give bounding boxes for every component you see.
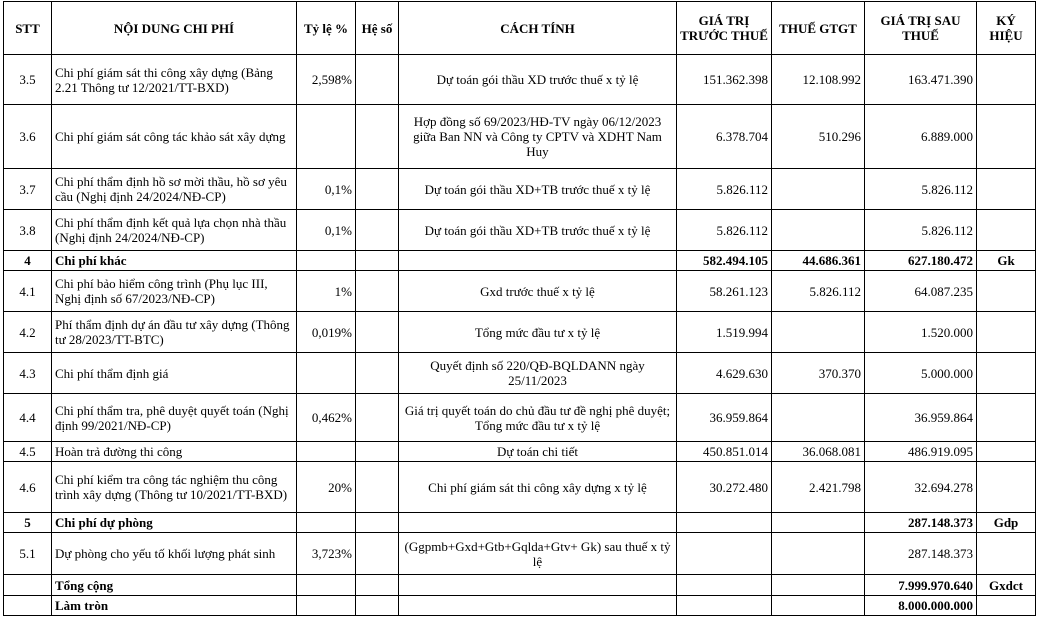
cell-stt: 3.6 [4,105,52,169]
cell-post-tax: 627.180.472 [865,251,977,271]
cell-stt: 4.4 [4,394,52,442]
cell-method [399,513,677,533]
cell-symbol [977,169,1036,210]
table-row [4,271,1036,312]
cell-vat: 5.826.112 [772,271,865,312]
cell-method: Chi phí giám sát thi công xây dựng x tỷ lệ [399,462,677,513]
cell-vat [772,533,865,575]
header-post-tax: GIÁ TRỊ SAU THUẾ [865,2,977,55]
cell-symbol [977,462,1036,513]
cell-post-tax: 5.000.000 [865,353,977,394]
cell-post-tax: 32.694.278 [865,462,977,513]
cell-method [399,596,677,616]
cell-rate: 2,598% [297,55,356,105]
table-row [4,312,1036,353]
cell-stt [4,575,52,596]
cell-method [399,575,677,596]
header-coef: Hệ số [356,2,399,55]
cell-coef [356,251,399,271]
cell-content: Chi phí khác [52,251,297,271]
header-vat: THUẾ GTGT [772,2,865,55]
table-row [4,462,1036,513]
cell-coef [356,55,399,105]
cell-content: Chi phí thẩm định hồ sơ mời thầu, hồ sơ yêu cầu (Nghị định 24/2024/NĐ-CP) [52,169,297,210]
cell-symbol: Gxdct [977,575,1036,596]
cell-pre-tax: 30.272.480 [677,462,772,513]
cell-coef [356,353,399,394]
cell-pre-tax: 36.959.864 [677,394,772,442]
cell-pre-tax: 5.826.112 [677,169,772,210]
cell-content: Chi phí thẩm định kết quả lựa chọn nhà thầu (Nghị định 24/2024/NĐ-CP) [52,210,297,251]
cell-vat [772,513,865,533]
cell-content: Chi phí kiểm tra công tác nghiệm thu công trình xây dựng (Thông tư 10/2021/TT-BXD) [52,462,297,513]
cell-vat [772,169,865,210]
cell-stt: 4.3 [4,353,52,394]
cell-stt: 4.2 [4,312,52,353]
cell-content: Chi phí bảo hiểm công trình (Phụ lục III, Nghị định số 67/2023/NĐ-CP) [52,271,297,312]
cell-rate: 1% [297,271,356,312]
table-body [4,55,1036,616]
header-symbol: KÝ HIỆU [977,2,1036,55]
cell-vat [772,312,865,353]
table-row [4,210,1036,251]
cell-content: Hoàn trả đường thi công [52,442,297,462]
cell-vat [772,575,865,596]
cell-method: Dự toán gói thầu XD trước thuế x tỷ lệ [399,55,677,105]
cell-symbol [977,210,1036,251]
cell-rate: 0,1% [297,169,356,210]
cell-stt: 3.8 [4,210,52,251]
cell-vat [772,210,865,251]
cell-rate [297,442,356,462]
table-row [4,596,1036,616]
table-row [4,513,1036,533]
cell-rate: 20% [297,462,356,513]
cell-symbol [977,55,1036,105]
cell-pre-tax: 5.826.112 [677,210,772,251]
header-rate: Tỷ lệ % [297,2,356,55]
cell-post-tax: 163.471.390 [865,55,977,105]
cell-stt: 4 [4,251,52,271]
cell-vat: 370.370 [772,353,865,394]
cell-rate: 0,019% [297,312,356,353]
cell-stt: 3.7 [4,169,52,210]
cell-coef [356,575,399,596]
cell-coef [356,533,399,575]
cell-method: Dự toán gói thầu XD+TB trước thuế x tỷ lệ [399,210,677,251]
header-stt: STT [4,2,52,55]
cell-coef [356,312,399,353]
cell-vat: 12.108.992 [772,55,865,105]
cell-vat: 510.296 [772,105,865,169]
cell-symbol [977,394,1036,442]
cell-coef [356,596,399,616]
cell-content: Làm tròn [52,596,297,616]
cell-post-tax: 64.087.235 [865,271,977,312]
cell-pre-tax [677,533,772,575]
cell-pre-tax: 582.494.105 [677,251,772,271]
cell-stt [4,596,52,616]
table-row [4,575,1036,596]
cell-rate: 0,462% [297,394,356,442]
cell-post-tax: 287.148.373 [865,513,977,533]
cell-pre-tax: 4.629.630 [677,353,772,394]
cell-stt: 3.5 [4,55,52,105]
cell-rate: 3,723% [297,533,356,575]
cell-post-tax: 5.826.112 [865,169,977,210]
header-row [4,2,1036,55]
cell-vat: 44.686.361 [772,251,865,271]
cell-vat [772,394,865,442]
cell-symbol: Gdp [977,513,1036,533]
cell-stt: 5.1 [4,533,52,575]
table-row [4,169,1036,210]
cell-vat [772,596,865,616]
cell-pre-tax: 450.851.014 [677,442,772,462]
cost-table [3,1,1036,616]
cell-stt: 5 [4,513,52,533]
cell-coef [356,271,399,312]
cell-coef [356,394,399,442]
cell-symbol [977,271,1036,312]
table-row [4,353,1036,394]
header-content: NỘI DUNG CHI PHÍ [52,2,297,55]
cell-post-tax: 1.520.000 [865,312,977,353]
cell-symbol [977,442,1036,462]
cell-content: Chi phí thẩm tra, phê duyệt quyết toán (Nghị định 99/2021/NĐ-CP) [52,394,297,442]
cell-vat: 2.421.798 [772,462,865,513]
cell-content: Chi phí giám sát công tác khảo sát xây dựng [52,105,297,169]
cell-rate [297,353,356,394]
cell-coef [356,462,399,513]
header-pre-tax: GIÁ TRỊ TRƯỚC THUẾ [677,2,772,55]
table-row [4,105,1036,169]
cell-pre-tax [677,513,772,533]
cell-method [399,251,677,271]
table-row [4,394,1036,442]
cell-rate [297,105,356,169]
table-row [4,55,1036,105]
table-row [4,442,1036,462]
cell-coef [356,210,399,251]
cell-stt: 4.1 [4,271,52,312]
cell-coef [356,513,399,533]
cell-pre-tax [677,596,772,616]
cell-content: Chi phí dự phòng [52,513,297,533]
cell-coef [356,169,399,210]
cell-vat: 36.068.081 [772,442,865,462]
cell-content: Chi phí thẩm định giá [52,353,297,394]
cell-rate [297,575,356,596]
cell-method: Tổng mức đầu tư x tỷ lệ [399,312,677,353]
cell-coef [356,105,399,169]
cell-coef [356,442,399,462]
cell-stt: 4.6 [4,462,52,513]
cell-rate: 0,1% [297,210,356,251]
cell-symbol [977,105,1036,169]
cell-content: Phí thẩm định dự án đầu tư xây dựng (Thông tư 28/2023/TT-BTC) [52,312,297,353]
cell-rate [297,596,356,616]
cell-method: Hợp đồng số 69/2023/HĐ-TV ngày 06/12/2023 giữa Ban NN và Công ty CPTV và XDHT Nam Huy [399,105,677,169]
cell-post-tax: 486.919.095 [865,442,977,462]
cell-content: Chi phí giám sát thi công xây dựng (Bảng 2.21 Thông tư 12/2021/TT-BXD) [52,55,297,105]
cell-pre-tax: 58.261.123 [677,271,772,312]
cell-post-tax: 5.826.112 [865,210,977,251]
cell-pre-tax: 1.519.994 [677,312,772,353]
cell-pre-tax [677,575,772,596]
cell-post-tax: 36.959.864 [865,394,977,442]
cell-content: Tổng cộng [52,575,297,596]
cell-method: Dự toán gói thầu XD+TB trước thuế x tỷ lệ [399,169,677,210]
cell-pre-tax: 6.378.704 [677,105,772,169]
cell-method: (Ggpmb+Gxd+Gtb+Gqlda+Gtv+ Gk) sau thuế x tỷ lệ [399,533,677,575]
table-row [4,251,1036,271]
cell-symbol [977,312,1036,353]
cell-symbol [977,353,1036,394]
cell-content: Dự phòng cho yếu tố khối lượng phát sinh [52,533,297,575]
cell-symbol: Gk [977,251,1036,271]
cell-method: Quyết định số 220/QĐ-BQLDANN ngày 25/11/2023 [399,353,677,394]
cell-method: Dự toán chi tiết [399,442,677,462]
header-method: CÁCH TÍNH [399,2,677,55]
cell-method: Gxd trước thuế x tỷ lệ [399,271,677,312]
cell-post-tax: 6.889.000 [865,105,977,169]
cell-rate [297,251,356,271]
cell-symbol [977,533,1036,575]
cell-symbol [977,596,1036,616]
cell-post-tax: 8.000.000.000 [865,596,977,616]
cell-post-tax: 7.999.970.640 [865,575,977,596]
cell-pre-tax: 151.362.398 [677,55,772,105]
table-row [4,533,1036,575]
cell-stt: 4.5 [4,442,52,462]
cell-method: Giá trị quyết toán do chủ đầu tư đề nghị phê duyệt; Tổng mức đầu tư x tỷ lệ [399,394,677,442]
cell-post-tax: 287.148.373 [865,533,977,575]
cell-rate [297,513,356,533]
